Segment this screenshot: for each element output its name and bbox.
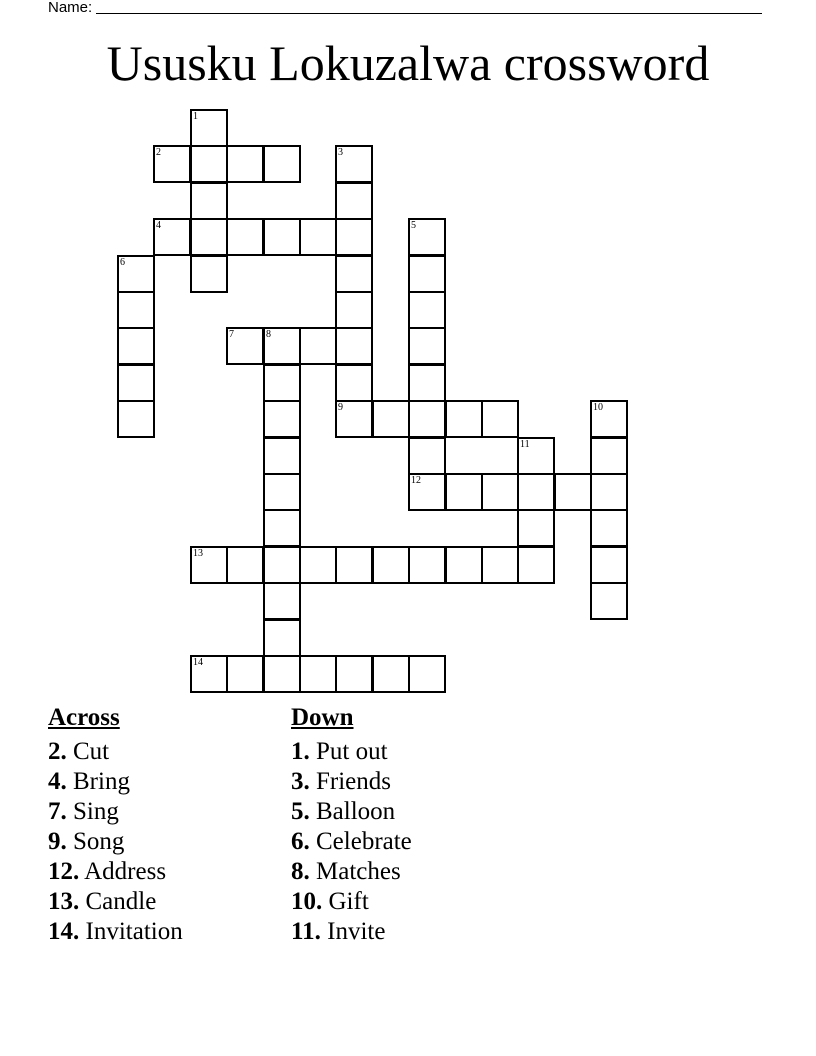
clue-number: 3. [291,768,310,795]
grid-cell[interactable] [117,364,155,402]
clue-text: Address [84,858,167,885]
grid-cell[interactable] [408,400,446,438]
clue-across [48,857,183,887]
grid-cell[interactable] [263,364,301,402]
grid-cell[interactable] [226,655,264,693]
grid-cell[interactable] [117,291,155,329]
clue-down [291,737,412,767]
grid-cell[interactable] [590,400,628,438]
grid-cell[interactable] [335,291,373,329]
clue-text: Sing [73,798,119,825]
grid-cell[interactable] [408,437,446,475]
grid-cell[interactable] [263,582,301,620]
cell-number: 11 [520,439,530,450]
clue-number: 4. [48,768,67,795]
grid-cell[interactable] [117,255,155,293]
cell-number: 14 [193,657,203,668]
clue-down [291,827,412,857]
grid-cell[interactable] [335,327,373,365]
grid-cell[interactable] [408,364,446,402]
across-heading: Across [48,704,120,731]
clue-number: 13. [48,888,80,915]
grid-cell[interactable] [481,400,519,438]
clue-text: Matches [316,858,401,885]
cell-number: 8 [266,329,271,340]
grid-cell[interactable] [517,509,555,547]
grid-cell[interactable] [335,655,373,693]
cell-number: 5 [411,220,416,231]
clue-number: 11. [291,918,321,945]
clue-number: 2. [48,738,67,765]
grid-cell[interactable] [299,546,337,584]
cell-number: 13 [193,548,203,559]
clue-text: Friends [316,768,391,795]
clue-text: Bring [73,768,130,795]
clue-text: Put out [316,738,388,765]
grid-cell[interactable] [335,400,373,438]
clue-text: Celebrate [316,828,412,855]
grid-cell[interactable] [190,145,228,183]
clue-down [291,797,412,827]
clue-across [48,767,183,797]
clue-number: 5. [291,798,310,825]
cell-number: 12 [411,475,421,486]
grid-cell[interactable] [554,473,592,511]
clue-text: Cut [73,738,110,765]
cell-number: 6 [120,257,125,268]
clue-number: 14. [48,918,80,945]
grid-cell[interactable] [117,400,155,438]
grid-cell[interactable] [590,582,628,620]
grid-cell[interactable] [226,145,264,183]
grid-cell[interactable] [117,327,155,365]
clue-across [48,737,183,767]
grid-cell[interactable] [299,327,337,365]
clue-across [48,887,183,917]
down-clues [291,703,412,947]
grid-cell[interactable] [481,546,519,584]
grid-cell[interactable] [590,509,628,547]
grid-cell[interactable] [263,619,301,657]
page-title: Ususku Lokuzalwa crossword [106,35,710,91]
grid-cell[interactable] [445,400,483,438]
grid-cell[interactable] [190,109,228,147]
clue-down [291,917,412,947]
grid-cell[interactable] [408,291,446,329]
cell-number: 10 [593,402,603,413]
clue-text: Invite [327,918,386,945]
clue-across [48,797,183,827]
across-clues [48,703,183,947]
grid-cell[interactable] [335,182,373,220]
grid-cell[interactable] [372,546,410,584]
grid-cell[interactable] [590,546,628,584]
grid-cell[interactable] [335,255,373,293]
grid-cell[interactable] [408,546,446,584]
grid-cell[interactable] [153,145,191,183]
grid-cell[interactable] [517,546,555,584]
clue-down [291,857,412,887]
grid-cell[interactable] [335,364,373,402]
clue-text: Song [73,828,125,855]
grid-cell[interactable] [408,473,446,511]
clue-text: Candle [85,888,157,915]
grid-cell[interactable] [263,145,301,183]
grid-cell[interactable] [226,218,264,256]
grid-cell[interactable] [190,218,228,256]
clue-text: Invitation [85,918,183,945]
cell-number: 7 [229,329,234,340]
grid-cell[interactable] [263,655,301,693]
cell-number: 4 [156,220,161,231]
grid-cell[interactable] [226,546,264,584]
cell-number: 3 [338,147,343,158]
clue-number: 9. [48,828,67,855]
clue-down [291,767,412,797]
grid-cell[interactable] [408,218,446,256]
clue-text: Gift [328,888,369,915]
cell-number: 2 [156,147,161,158]
grid-cell[interactable] [517,473,555,511]
grid-cell[interactable] [445,546,483,584]
grid-cell[interactable] [299,218,337,256]
clue-number: 1. [291,738,310,765]
grid-cell[interactable] [517,437,555,475]
grid-cell[interactable] [263,327,301,365]
down-heading: Down [291,704,354,731]
grid-cell[interactable] [153,218,191,256]
cell-number: 9 [338,402,343,413]
clue-across [48,917,183,947]
clue-number: 10. [291,888,323,915]
grid-cell[interactable] [590,473,628,511]
name-label: Name: [48,0,93,16]
grid-cell[interactable] [190,182,228,220]
grid-cell[interactable] [190,255,228,293]
grid-cell[interactable] [445,473,483,511]
grid-cell[interactable] [299,655,337,693]
clue-across [48,827,183,857]
grid-cell[interactable] [408,655,446,693]
grid-cell[interactable] [263,400,301,438]
clue-number: 7. [48,798,67,825]
clue-number: 12. [48,858,80,885]
grid-cell[interactable] [335,546,373,584]
cell-number: 1 [193,111,198,122]
clue-text: Balloon [316,798,396,825]
grid-cell[interactable] [372,655,410,693]
grid-cell[interactable] [335,145,373,183]
grid-cell[interactable] [263,218,301,256]
grid-cell[interactable] [372,400,410,438]
clue-down [291,887,412,917]
grid-cell[interactable] [408,327,446,365]
grid-cell[interactable] [190,546,228,584]
grid-cell[interactable] [263,473,301,511]
grid-cell[interactable] [590,437,628,475]
grid-cell[interactable] [190,655,228,693]
clue-number: 8. [291,858,310,885]
grid-cell[interactable] [481,473,519,511]
grid-cell[interactable] [263,437,301,475]
clue-number: 6. [291,828,310,855]
grid-cell[interactable] [335,218,373,256]
grid-cell[interactable] [408,255,446,293]
grid-cell[interactable] [263,509,301,547]
grid-cell[interactable] [226,327,264,365]
grid-cell[interactable] [263,546,301,584]
